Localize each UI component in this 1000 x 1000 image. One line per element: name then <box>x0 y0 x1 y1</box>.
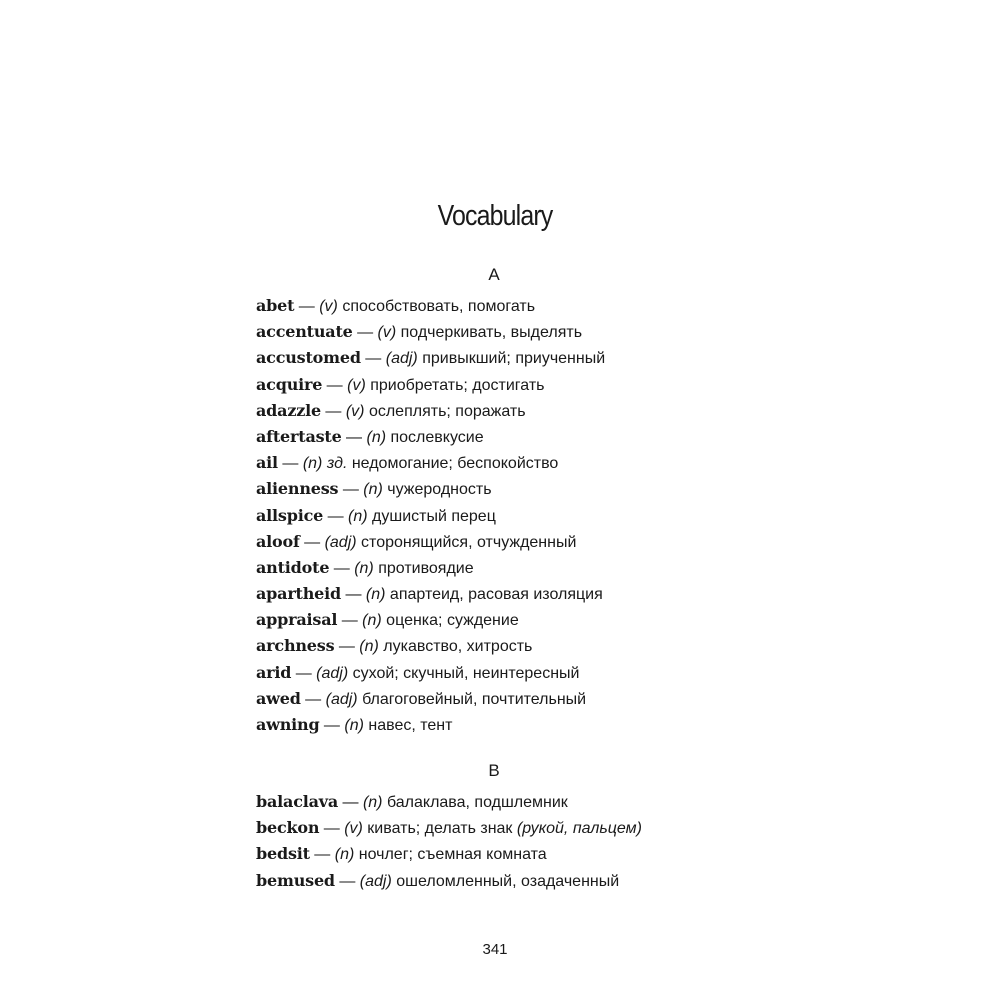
headword: archness <box>256 636 335 656</box>
page-number: 341 <box>482 941 508 958</box>
headword: arid <box>256 662 292 682</box>
headword: aftertaste <box>256 426 342 446</box>
entry-dash: — <box>319 820 345 838</box>
vocab-entry <box>256 686 776 712</box>
definition: балаклава, подшлемник <box>382 794 568 811</box>
entry-dash: — <box>338 794 363 811</box>
vocab-entry <box>256 555 776 581</box>
part-of-speech: (n) <box>362 612 382 630</box>
definition: привыкший; приученный <box>417 350 606 368</box>
entry-dash: — <box>337 612 363 630</box>
headword: awning <box>256 715 320 734</box>
part-of-speech: (v) <box>344 820 363 838</box>
headword: balaclava <box>256 792 339 811</box>
headword: accentuate <box>256 322 353 342</box>
part-of-speech: (adj) <box>385 350 418 368</box>
part-of-speech: (n) <box>359 638 379 656</box>
entry-dash: — <box>334 638 360 656</box>
part-of-speech: (n) <box>354 559 374 577</box>
vocab-entry <box>256 660 776 686</box>
headword: antidote <box>256 557 330 577</box>
entry-dash: — <box>352 324 378 342</box>
headword: accustomed <box>256 348 361 368</box>
vocab-entry <box>256 607 776 633</box>
entry-dash: — <box>320 402 346 420</box>
headword: apartheid <box>256 584 342 604</box>
headword: adazzle <box>256 400 321 420</box>
part-of-speech: (n) <box>363 481 383 499</box>
part-of-speech: (n) <box>366 428 387 446</box>
vocab-entry <box>256 712 776 738</box>
entry-dash: — <box>360 350 386 368</box>
headword: beckon <box>256 818 320 838</box>
vocab-entry <box>256 372 776 398</box>
section-letter: A <box>488 265 500 284</box>
entry-dash: — <box>291 664 317 682</box>
entry-dash: — <box>277 455 303 473</box>
definition: оценка; суждение <box>381 612 519 630</box>
definition: сухой; скучный, неинтересный <box>348 664 580 682</box>
entry-dash: — <box>294 298 320 315</box>
definition: подчеркивать, выделять <box>396 324 583 342</box>
page-title: Vocabulary <box>437 200 553 232</box>
entry-dash: — <box>309 846 335 864</box>
entry-dash: — <box>334 872 360 890</box>
definition: приобретать; достигать <box>365 376 545 394</box>
entry-dash: — <box>299 533 325 551</box>
vocab-entry <box>256 815 776 841</box>
entry-dash: — <box>338 481 364 499</box>
headword: allspice <box>256 505 324 525</box>
definition: послевкусие <box>386 428 484 446</box>
definition-note: (рукой, пальцем) <box>516 820 642 838</box>
definition: благоговейный, почтительный <box>357 690 587 708</box>
entry-dash: — <box>319 717 345 734</box>
definition: недомогание; беспокойство <box>347 455 559 473</box>
vocab-entry <box>256 581 776 607</box>
part-of-speech: (adj) <box>316 664 349 682</box>
part-of-speech: (adj) <box>325 690 358 708</box>
definition: ослеплять; поражать <box>364 402 526 420</box>
definition: душистый перец <box>367 507 496 525</box>
definition: апартеид, расовая изоляция <box>385 586 603 604</box>
headword: bedsit <box>256 844 310 864</box>
part-of-speech: (v) <box>319 298 338 315</box>
vocab-entry <box>256 476 776 502</box>
part-of-speech: (n) <box>348 507 368 525</box>
section-a <box>256 261 776 738</box>
entry-dash: — <box>329 559 355 577</box>
definition: кивать; делать знак <box>362 820 517 838</box>
vocab-entry <box>256 789 776 815</box>
entry-dash: — <box>300 690 326 708</box>
definition: противоядие <box>373 559 474 577</box>
vocab-entry <box>256 503 776 529</box>
headword: abet <box>256 296 295 315</box>
vocab-entry <box>256 345 776 371</box>
part-of-speech: (n) <box>365 586 386 604</box>
definition: лукавство, хитрость <box>378 638 533 656</box>
part-of-speech: (v) <box>345 402 365 420</box>
part-of-speech: (v) <box>377 324 397 342</box>
vocab-entry <box>256 398 776 424</box>
entry-dash: — <box>341 428 367 446</box>
headword: bemused <box>256 870 335 890</box>
part-of-speech: (n) <box>302 455 323 473</box>
entry-dash: — <box>322 376 348 394</box>
usage-note: зд. <box>326 455 348 473</box>
vocab-entry <box>256 319 776 345</box>
definition: чужеродность <box>382 481 492 499</box>
vocab-entry <box>256 424 776 450</box>
headword: awed <box>256 688 301 708</box>
definition: ночлег; съемная комната <box>354 846 547 864</box>
vocab-entry <box>256 868 776 894</box>
section-b <box>256 757 776 894</box>
entry-dash: — <box>323 507 349 525</box>
definition: ошеломленный, озадаченный <box>391 872 620 890</box>
part-of-speech: (n) <box>344 717 364 734</box>
part-of-speech: (v) <box>347 376 366 394</box>
part-of-speech: (adj) <box>324 533 357 551</box>
section-letter: B <box>488 761 500 780</box>
headword: aloof <box>256 531 300 551</box>
vocab-entry <box>256 450 776 476</box>
vocab-entry <box>256 633 776 659</box>
entry-list <box>256 293 776 738</box>
part-of-speech: (adj) <box>359 872 392 890</box>
headword: acquire <box>256 374 323 394</box>
definition: навес, тент <box>363 717 453 734</box>
headword: appraisal <box>256 610 338 630</box>
entry-dash: — <box>341 586 366 604</box>
vocab-entry <box>256 293 776 319</box>
definition: сторонящийся, отчужденный <box>356 533 577 551</box>
headword: alienness <box>256 479 339 499</box>
part-of-speech: (n) <box>362 794 383 811</box>
vocab-entry <box>256 841 776 867</box>
part-of-speech: (n) <box>334 846 355 864</box>
entry-list <box>256 789 776 894</box>
vocab-entry <box>256 529 776 555</box>
headword: ail <box>256 453 278 473</box>
definition: способствовать, помогать <box>337 298 536 315</box>
